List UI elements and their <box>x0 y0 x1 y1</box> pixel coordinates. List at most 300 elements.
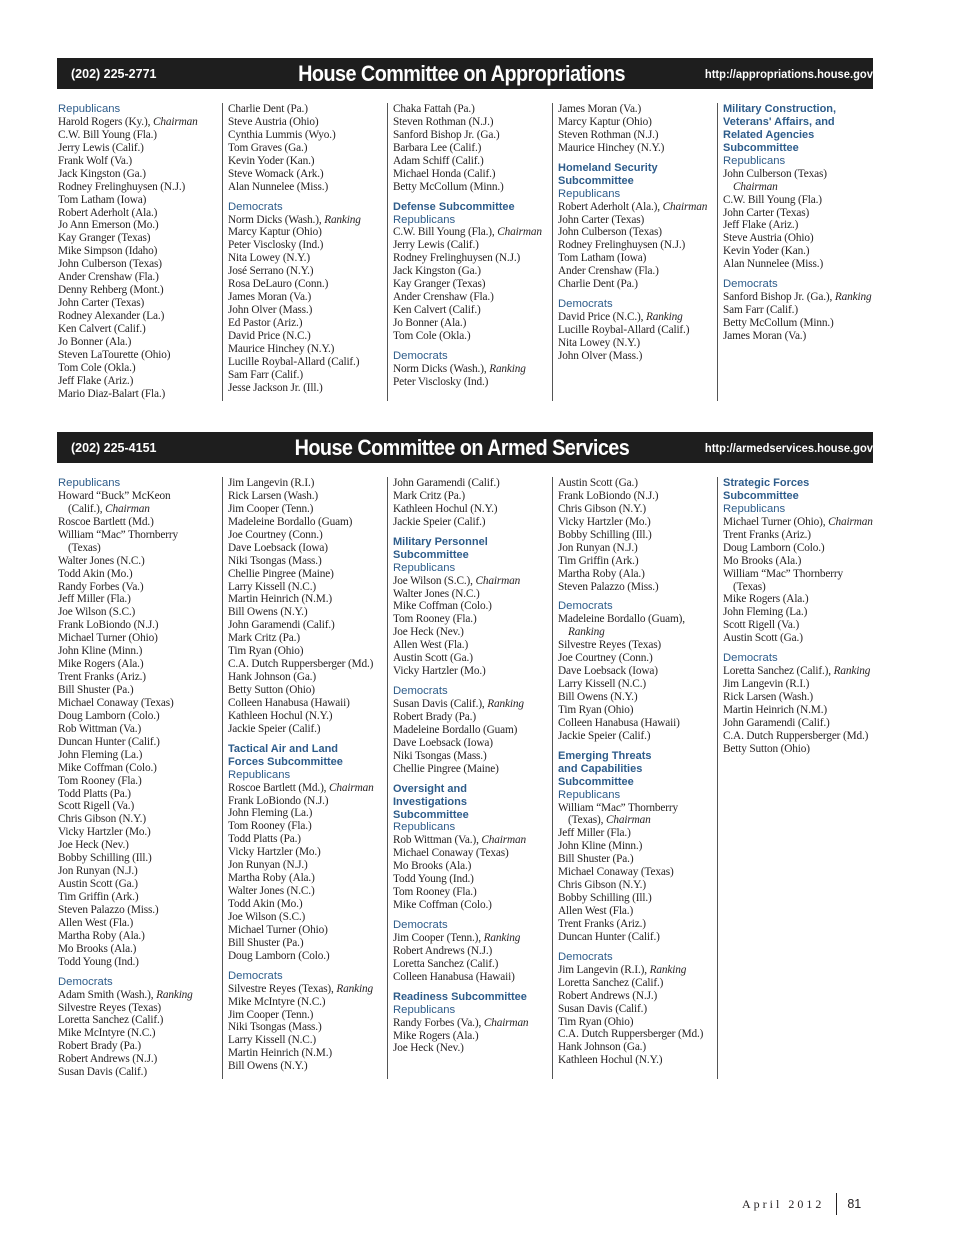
member-name: Doug Lamborn (Colo.) <box>58 709 160 722</box>
member-entry <box>393 226 552 239</box>
appropriations-banner <box>57 58 873 89</box>
member-name: Martha Roby (Ala.) <box>558 567 645 580</box>
member-name: Jackie Speier (Calif.) <box>558 729 651 742</box>
member-entry <box>393 252 552 265</box>
member-entry <box>558 350 717 363</box>
member-entry <box>558 892 717 905</box>
roster-column <box>387 477 552 1079</box>
member-entry <box>558 853 717 866</box>
member-entry <box>58 593 222 606</box>
member-entry <box>58 1014 222 1027</box>
member-entry <box>228 710 387 723</box>
appropriations-title: House Committee on Appropriations <box>298 60 626 86</box>
member-name: John Fleming (La.) <box>58 748 143 761</box>
appropriations-phone: (202) 225-2771 <box>71 66 157 81</box>
member-entry <box>228 343 387 356</box>
member-entry <box>58 181 222 194</box>
member-entry <box>228 1060 387 1073</box>
member-role: Chairman <box>329 781 374 794</box>
subcommittee-heading: Forces Subcommittee <box>228 755 343 768</box>
member-name: Joe Heck (Nev.) <box>393 626 464 639</box>
member-entry <box>393 116 552 129</box>
member-entry <box>228 833 387 846</box>
member-name: Frank LoBiondo (N.J.) <box>558 489 659 502</box>
member-name: Tim Griffin (Ark.) <box>558 554 639 567</box>
member-entry <box>228 924 387 937</box>
member-entry <box>58 516 222 529</box>
member-name: Trent Franks (Ariz.) <box>558 917 646 930</box>
member-entry <box>58 362 222 375</box>
member-name: Todd Young (Ind.) <box>393 873 474 886</box>
member-entry <box>58 723 222 736</box>
member-name: Jack Kingston (Ga.) <box>393 265 481 278</box>
member-entry <box>558 918 717 931</box>
appropriations-url-link[interactable]: http://appropriations.house.gov <box>704 66 873 81</box>
subcommittee-heading: Military Construction, <box>723 103 837 115</box>
member-entry <box>58 336 222 349</box>
member-name: Loretta Sanchez (Calif.), <box>723 665 834 678</box>
subcommittee-heading: Military Personnel <box>393 535 488 548</box>
member-name: Mike Rogers (Ala.) <box>393 1029 479 1042</box>
member-entry <box>58 271 222 284</box>
member-entry <box>228 181 387 194</box>
member-entry <box>723 291 882 304</box>
armed-services-phone: (202) 225-4151 <box>71 440 157 455</box>
member-name: C.A. Dutch Ruppersberger (Md.) <box>723 729 869 742</box>
member-name: Trent Franks (Ariz.) <box>723 528 811 541</box>
member-entry <box>558 931 717 944</box>
member-name: Kathleen Hochul (N.Y.) <box>228 709 333 722</box>
member-entry <box>58 1053 222 1066</box>
member-name: Adam Smith (Wash.), <box>58 988 157 1001</box>
member-entry <box>558 626 717 639</box>
section-spacer <box>393 678 552 685</box>
member-entry <box>228 846 387 859</box>
roster-column <box>57 103 222 401</box>
member-name: Norm Dicks (Wash.), <box>228 213 325 226</box>
armed-services-url-link[interactable]: http://armedservices.house.gov <box>704 440 873 455</box>
member-entry <box>58 232 222 245</box>
member-name: John Olver (Mass.) <box>228 304 313 317</box>
party-label: Democrats <box>393 349 448 362</box>
member-name: Steven LaTourette (Ohio) <box>58 348 171 361</box>
member-name: Chaka Fattah (Pa.) <box>393 103 475 115</box>
member-name: Michael Conaway (Texas) <box>558 866 674 879</box>
party-label: Democrats <box>558 600 613 613</box>
member-name: Chris Gibson (N.Y.) <box>58 813 146 826</box>
member-entry <box>393 750 552 763</box>
member-entry <box>228 103 387 116</box>
member-entry <box>228 983 387 996</box>
member-entry <box>58 839 222 852</box>
party-label: Republicans <box>393 821 456 834</box>
member-name: William “Mac” Thornberry <box>558 801 678 814</box>
member-entry <box>228 239 387 252</box>
member-entry <box>58 1066 222 1079</box>
member-entry <box>58 904 222 917</box>
subcommittee-heading: Related Agencies <box>723 128 815 141</box>
member-entry <box>723 168 882 181</box>
member-entry <box>393 665 552 678</box>
member-name: Vicky Hartzler (Mo.) <box>393 665 486 678</box>
member-name: John Kline (Minn.) <box>558 840 643 853</box>
member-name: Steven Palazzo (Miss.) <box>58 903 159 916</box>
member-name: Mark Critz (Pa.) <box>393 489 465 502</box>
member-name: Michael Turner (Ohio), <box>723 515 829 528</box>
member-name: Martin Heinrich (N.M.) <box>228 593 332 606</box>
member-entry <box>58 310 222 323</box>
member-name: Loretta Sanchez (Calif.) <box>58 1014 164 1027</box>
member-entry <box>58 503 222 516</box>
member-entry <box>58 852 222 865</box>
member-entry <box>228 490 387 503</box>
member-entry <box>723 219 882 232</box>
subcommittee-heading: Defense Subcommittee <box>393 200 515 213</box>
member-entry <box>228 382 387 395</box>
member-name: Rodney Alexander (La.) <box>58 310 165 322</box>
member-entry <box>558 678 717 691</box>
member-name: John Culberson (Texas) <box>723 167 827 180</box>
member-entry <box>228 632 387 645</box>
member-name: Kay Granger (Texas) <box>58 232 151 245</box>
member-name: Frank LoBiondo (N.J.) <box>58 619 159 632</box>
member-name: Sanford Bishop Jr. (Ga.) <box>393 128 500 141</box>
member-name: Betty Sutton (Ohio) <box>723 742 810 755</box>
member-entry <box>393 291 552 304</box>
member-entry <box>228 1021 387 1034</box>
member-entry <box>58 684 222 697</box>
member-entry <box>558 311 717 324</box>
member-name: Tom Rooney (Fla.) <box>228 820 312 833</box>
member-entry <box>58 349 222 362</box>
armed-services-title: House Committee on Armed Services <box>294 434 630 460</box>
member-name: Jon Runyan (N.J.) <box>558 541 638 554</box>
member-name: Silvestre Reyes (Texas) <box>58 1001 162 1014</box>
member-name: Allen West (Fla.) <box>58 916 134 929</box>
subcommittee-heading: Subcommittee <box>558 174 634 187</box>
member-entry <box>228 516 387 529</box>
member-entry <box>58 529 222 542</box>
member-name: Colleen Hanabusa (Hawaii) <box>393 970 515 983</box>
member-name: Joe Wilson (S.C.) <box>58 606 136 619</box>
member-name: Jesse Jackson Jr. (Ill.) <box>228 381 323 394</box>
party-label: Republicans <box>393 561 456 574</box>
member-name: Chellie Pingree (Maine) <box>393 762 499 775</box>
member-name: Kathleen Hochul (N.Y.) <box>558 1054 663 1067</box>
appropriations-roster <box>57 103 883 401</box>
member-name: James Moran (Va.) <box>228 291 312 304</box>
member-name: Jackie Speier (Calif.) <box>228 722 321 735</box>
member-name: John Carter (Texas) <box>723 206 810 219</box>
subcommittee-heading: Oversight and <box>393 782 467 795</box>
member-entry <box>723 581 882 594</box>
roster-column <box>57 477 222 1079</box>
member-name: Bill Owens (N.Y.) <box>228 1060 308 1073</box>
member-entry <box>723 232 882 245</box>
subcommittee-heading: Emerging Threats <box>558 749 652 762</box>
member-entry <box>228 593 387 606</box>
member-name: Mike Simpson (Idaho) <box>58 245 158 258</box>
member-entry <box>228 684 387 697</box>
member-name: Tim Griffin (Ark.) <box>58 891 139 903</box>
member-name: Betty McCollum (Minn.) <box>393 180 504 193</box>
member-entry <box>558 278 717 291</box>
member-entry <box>228 911 387 924</box>
member-role: Ranking <box>487 698 524 710</box>
section-spacer <box>393 343 552 350</box>
subcommittee-heading: Veterans' Affairs, and <box>723 115 835 128</box>
member-name: Sam Farr (Calif.) <box>228 368 303 381</box>
member-name: Nita Lowey (N.Y.) <box>228 252 310 265</box>
member-name: Joe Wilson (S.C.) <box>228 910 306 923</box>
member-name: Rodney Frelinghuysen (N.J.) <box>58 180 186 193</box>
member-entry <box>58 989 222 1002</box>
member-entry <box>228 542 387 555</box>
member-entry <box>393 103 552 116</box>
member-entry <box>58 788 222 801</box>
member-entry <box>228 265 387 278</box>
member-name: Colleen Hanabusa (Hawaii) <box>228 696 350 709</box>
member-name: Larry Kissell (N.C.) <box>228 1034 316 1047</box>
subcommittee-heading: Homeland Security <box>558 161 658 174</box>
member-entry <box>58 129 222 142</box>
member-name: Mo Brooks (Ala.) <box>393 860 472 873</box>
member-entry <box>228 697 387 710</box>
member-name: Steven Rothman (N.J.) <box>393 115 494 128</box>
member-name: Alan Nunnelee (Miss.) <box>723 258 824 271</box>
member-name: Steve Womack (Ark.) <box>228 167 324 180</box>
member-entry <box>228 356 387 369</box>
member-name: Susan Davis (Calif.) <box>58 1066 147 1079</box>
party-label: Republicans <box>393 213 456 226</box>
roster-column <box>552 477 717 1079</box>
member-entry <box>228 723 387 736</box>
member-name: Maurice Hinchey (N.Y.) <box>228 342 335 355</box>
member-name: Mike McIntyre (N.C.) <box>228 995 326 1008</box>
member-entry <box>558 265 717 278</box>
member-entry <box>393 265 552 278</box>
member-name: Todd Young (Ind.) <box>58 955 139 968</box>
member-name: Howard “Buck” McKeon <box>58 489 171 502</box>
member-name: Walter Jones (N.C.) <box>393 587 480 600</box>
member-name: Doug Lamborn (Colo.) <box>723 541 825 554</box>
member-entry <box>393 490 552 503</box>
member-name: Alan Nunnelee (Miss.) <box>228 180 329 193</box>
member-name: Norm Dicks (Wash.), <box>393 362 490 375</box>
member-entry <box>58 1027 222 1040</box>
member-role: Ranking <box>324 213 361 226</box>
member-entry <box>558 1028 717 1041</box>
member-name: Chellie Pingree (Maine) <box>228 567 334 580</box>
member-entry <box>58 632 222 645</box>
member-name: Jo Bonner (Ala.) <box>393 317 467 329</box>
member-entry <box>228 142 387 155</box>
member-entry <box>393 181 552 194</box>
member-entry <box>393 142 552 155</box>
member-entry <box>58 606 222 619</box>
member-entry <box>393 600 552 613</box>
member-entry <box>558 490 717 503</box>
armed-services-roster <box>57 477 883 1079</box>
member-name: Walter Jones (N.C.) <box>58 554 145 567</box>
roster-column <box>552 103 717 401</box>
member-entry <box>228 950 387 963</box>
member-role: Chairman <box>105 502 150 515</box>
party-label: Democrats <box>58 975 113 988</box>
member-name: Roscoe Bartlett (Md.), <box>228 781 330 794</box>
member-entry <box>393 613 552 626</box>
member-name: Barbara Lee (Calif.) <box>393 141 482 154</box>
member-entry <box>393 1030 552 1043</box>
member-entry <box>58 258 222 271</box>
member-name: Roscoe Bartlett (Md.) <box>58 515 154 528</box>
member-entry <box>228 369 387 382</box>
member-name: Robert Brady (Pa.) <box>393 710 476 723</box>
member-entry <box>58 284 222 297</box>
section-spacer <box>58 969 222 976</box>
member-entry <box>58 943 222 956</box>
member-entry <box>558 990 717 1003</box>
member-entry <box>558 639 717 652</box>
member-name: Ken Calvert (Calif.) <box>393 304 481 317</box>
party-label: Republicans <box>723 502 786 515</box>
member-name: Rodney Frelinghuysen (N.J.) <box>393 252 521 265</box>
member-entry <box>228 1047 387 1060</box>
member-name: Charlie Dent (Pa.) <box>558 278 638 291</box>
member-name: Allen West (Fla.) <box>393 639 469 652</box>
member-role: Chairman <box>662 200 708 213</box>
roster-column <box>222 477 387 1079</box>
member-name: Niki Tsongas (Mass.) <box>393 749 487 762</box>
member-entry <box>58 219 222 232</box>
member-name: Harold Rogers (Ky.), <box>58 115 153 128</box>
party-label: Republicans <box>393 1003 456 1016</box>
member-name: Robert Brady (Pa.) <box>58 1040 141 1053</box>
member-name: Tom Graves (Ga.) <box>228 141 308 154</box>
member-name: Rick Larsen (Wash.) <box>228 489 319 502</box>
member-name: Mike Rogers (Ala.) <box>723 593 809 606</box>
party-label: Republicans <box>58 477 121 489</box>
member-name: Jim Cooper (Tenn.), <box>393 931 484 944</box>
member-entry <box>558 802 717 815</box>
member-name: Walter Jones (N.C.) <box>228 885 315 898</box>
member-entry <box>723 529 882 542</box>
member-entry <box>58 891 222 904</box>
member-name: C.W. Bill Young (Fla.), <box>393 226 498 239</box>
member-name: James Moran (Va.) <box>558 103 642 115</box>
member-name: Colleen Hanabusa (Hawaii) <box>558 716 680 729</box>
member-name: Jeff Miller (Fla.) <box>558 827 631 840</box>
member-entry <box>58 736 222 749</box>
member-name: Jo Bonner (Ala.) <box>58 335 132 348</box>
member-entry <box>558 201 717 214</box>
member-name: (Texas) <box>68 541 101 554</box>
member-entry <box>393 724 552 737</box>
member-name: Jeff Miller (Fla.) <box>58 593 131 606</box>
roster-column <box>222 103 387 401</box>
member-entry <box>58 581 222 594</box>
member-entry <box>558 337 717 350</box>
member-entry <box>228 937 387 950</box>
member-entry <box>58 375 222 388</box>
member-name: Tom Rooney (Fla.) <box>393 886 477 899</box>
member-role: Chairman <box>483 1016 529 1029</box>
member-name: Mike Rogers (Ala.) <box>58 658 144 671</box>
member-entry <box>58 775 222 788</box>
member-entry <box>228 155 387 168</box>
member-name: Rick Larsen (Wash.) <box>723 691 814 703</box>
member-name: Austin Scott (Ga.) <box>58 878 138 891</box>
member-role: Ranking <box>483 931 521 944</box>
page-number: 81 <box>847 1197 862 1211</box>
section-spacer <box>558 155 717 162</box>
member-entry <box>558 866 717 879</box>
member-entry <box>558 827 717 840</box>
member-name: Jerry Lewis (Calif.) <box>393 239 479 252</box>
member-entry <box>723 743 882 756</box>
member-entry <box>558 142 717 155</box>
member-entry <box>723 330 882 343</box>
member-name: Ander Crenshaw (Fla.) <box>393 291 494 304</box>
member-role: Ranking <box>156 988 193 1001</box>
member-name: Robert Andrews (N.J.) <box>58 1053 158 1066</box>
member-name: Jim Langevin (R.I.), <box>558 963 650 976</box>
member-entry <box>393 575 552 588</box>
member-entry <box>393 1042 552 1055</box>
member-entry <box>723 258 882 271</box>
member-name: Joe Wilson (S.C.), <box>393 574 476 587</box>
member-entry <box>58 865 222 878</box>
member-name: James Moran (Va.) <box>723 329 807 342</box>
subcommittee-heading: Strategic Forces <box>723 477 810 489</box>
member-entry <box>558 503 717 516</box>
member-name: Dave Loebsack (Iowa) <box>393 736 493 749</box>
member-entry <box>228 658 387 671</box>
member-name: Steve Austria (Ohio) <box>723 232 814 245</box>
member-entry <box>393 503 552 516</box>
member-entry <box>228 278 387 291</box>
member-entry <box>558 977 717 990</box>
member-entry <box>58 878 222 891</box>
subcommittee-heading: and Capabilities <box>558 762 643 775</box>
member-entry <box>228 477 387 490</box>
member-role: Ranking <box>834 291 872 304</box>
member-entry <box>558 717 717 730</box>
member-entry <box>228 129 387 142</box>
member-name: Jack Kingston (Ga.) <box>58 167 146 180</box>
member-name: Kathleen Hochul (N.Y.) <box>393 502 498 515</box>
member-entry <box>58 142 222 155</box>
member-entry <box>393 168 552 181</box>
member-name: John Culberson (Texas) <box>58 258 162 271</box>
member-name: Mike McIntyre (N.C.) <box>58 1027 156 1040</box>
party-label: Democrats <box>558 950 613 963</box>
member-entry <box>228 645 387 658</box>
member-entry <box>723 245 882 258</box>
member-entry <box>723 730 882 743</box>
member-entry <box>58 813 222 826</box>
member-name: Susan Davis (Calif.), <box>393 698 488 710</box>
member-name: Martin Heinrich (N.M.) <box>228 1047 332 1060</box>
member-entry <box>393 155 552 168</box>
member-entry <box>228 555 387 568</box>
member-name: Jackie Speier (Calif.) <box>393 515 486 528</box>
subcommittee-heading: Subcommittee <box>558 775 634 788</box>
member-name: Joe Heck (Nev.) <box>393 1042 464 1055</box>
member-name: Kevin Yoder (Kan.) <box>228 154 315 167</box>
member-entry <box>723 207 882 220</box>
member-entry <box>393 932 552 945</box>
